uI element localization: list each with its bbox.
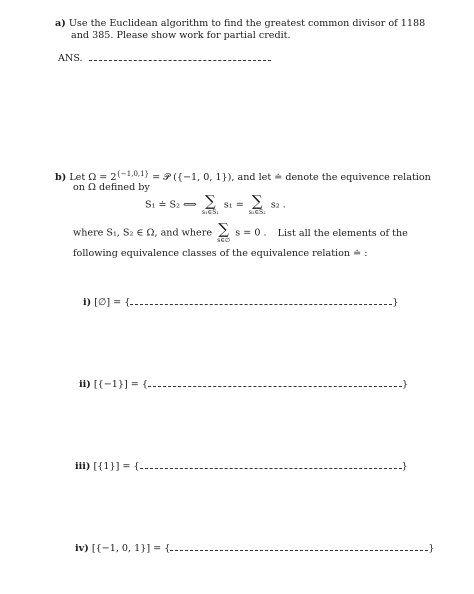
part-b-line2: on Ω defined by: [73, 182, 150, 193]
answer-label: ANS.: [58, 53, 83, 64]
where-text: where S₁, S₂ ∈ Ω, and where: [73, 227, 212, 239]
eq-term2: s₂ .: [270, 199, 286, 211]
answer-line: [58, 52, 271, 65]
item-ii: [79, 378, 408, 391]
sum-2-index: s₂∈S₂: [248, 209, 266, 216]
sum-2: [249, 194, 266, 216]
where-term: s = 0 .: [235, 227, 267, 239]
answer-blank[interactable]: [89, 52, 271, 61]
item-close: }: [401, 379, 409, 390]
sum-1-index: s₁∈S₁: [201, 209, 219, 216]
item-iv: [75, 542, 434, 555]
item-close: }: [392, 297, 399, 308]
item-blank[interactable]: [140, 460, 402, 469]
item-blank[interactable]: [148, 378, 402, 387]
sigma-symbol-1: ∑: [204, 192, 216, 210]
item-blank[interactable]: [170, 542, 428, 551]
item-expression: [{−1, 0, 1}] = {: [91, 543, 171, 554]
item-label: ii): [79, 379, 91, 390]
item-i: [83, 296, 398, 309]
item-iii: [75, 460, 408, 473]
item-close: }: [428, 543, 435, 554]
part-b-let: Let Ω = 2: [69, 172, 117, 184]
item-expression: [{−1}] = {: [93, 379, 148, 390]
item-label: iii): [75, 461, 91, 472]
item-expression: [∅] = {: [94, 297, 131, 308]
part-a-line1: [55, 18, 425, 30]
eq-term1: s₁ =: [223, 199, 244, 211]
part-a-line2: and 385. Please show work for partial credit.: [71, 30, 291, 41]
sum-empty: [217, 222, 230, 244]
eq-left: S₁ ≐ S₂ ⟺: [145, 199, 197, 211]
where-post: List all the elements of the: [277, 227, 408, 239]
item-blank[interactable]: [130, 296, 392, 305]
equivalence-definition: [145, 194, 286, 216]
part-a-label: a): [55, 18, 66, 29]
part-b-superscript: {−1,0,1}: [116, 170, 150, 178]
part-b-line1-rest: = 𝒫 ({−1, 0, 1}), and let ≐ denote the equivence relation: [149, 172, 431, 184]
item-expression: [{1}] = {: [93, 461, 140, 472]
sigma-symbol-2: ∑: [251, 192, 263, 210]
item-close: }: [401, 461, 408, 472]
item-label: iv): [75, 543, 89, 554]
part-b-final-line: following equivalence classes of the equivalence relation ≐ :: [73, 248, 368, 259]
sum-1: [202, 194, 219, 216]
part-b-where-line: [73, 222, 408, 244]
sigma-symbol-3: ∑: [218, 220, 229, 238]
part-b-label: b): [55, 172, 67, 184]
item-label: i): [83, 297, 92, 308]
sum-empty-index: s∈∅: [217, 237, 231, 244]
part-a-text1: Use the Euclidean algorithm to find the greatest common divisor of 1188: [68, 18, 426, 29]
